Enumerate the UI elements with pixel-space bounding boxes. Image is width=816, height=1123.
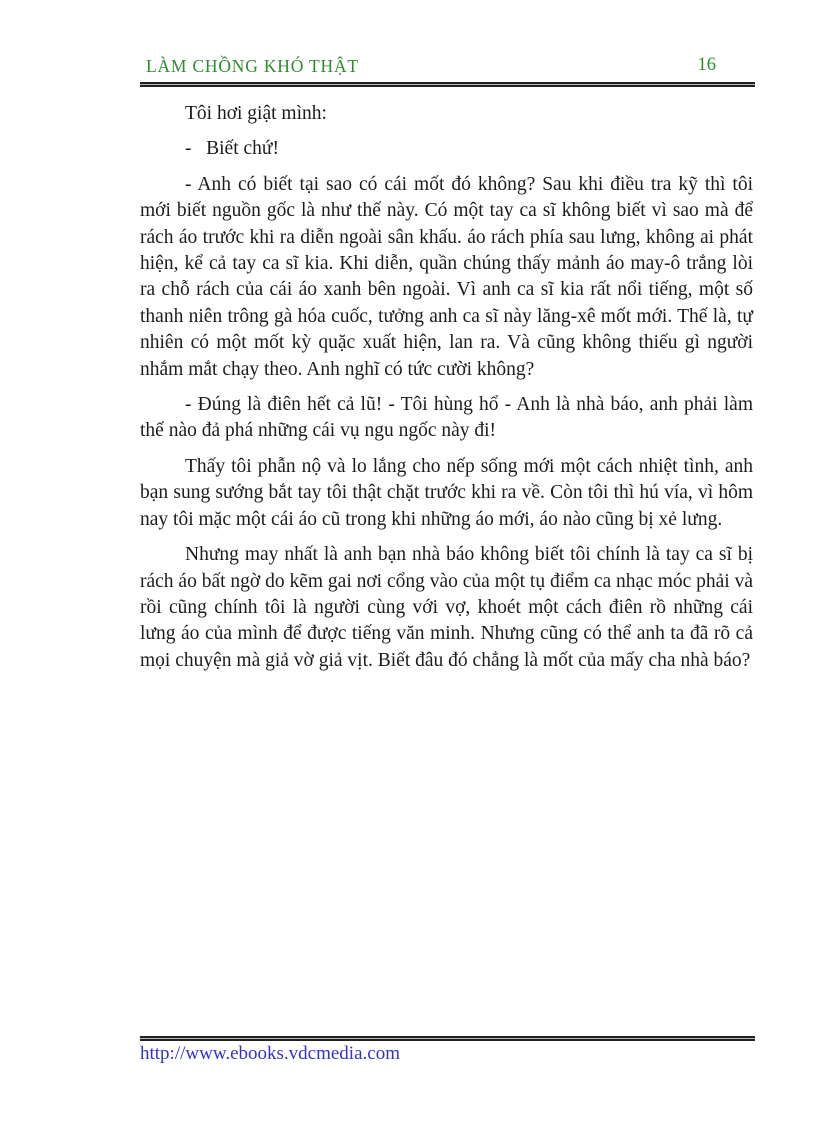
paragraph: Tôi hơi giật mình: <box>185 103 327 124</box>
header-rule <box>140 82 755 87</box>
body-text <box>140 101 753 683</box>
paragraph: Nhưng may nhất là anh bạn nhà báo không biết tôi chính là tay ca sĩ bị rách áo bất ngờ do kẽm gai nơi cổng vào của một tụ điểm ca nhạc móc phải và rồi cũng chính tôi là người cùng với vợ, khoét một cách điên rồ những cái lưng áo của mình để được tiếng văn minh. Nhưng cũng có thể anh ta đã rõ cả mọi chuyện mà giả vờ giả vịt. Biết đâu đó chẳng là mốt của mấy cha nhà báo? <box>140 544 754 671</box>
paragraph: - Anh có biết tại sao có cái mốt đó không? Sau khi điều tra kỹ thì tôi mới biết nguồn gốc là như thế này. Có một tay ca sĩ không biết vì sao mà để rách áo trước khi ra diễn ngoài sân khấu. áo rách phía sau lưng, không ai phát hiện, kể cả tay ca sĩ kia. Khi diễn, quần chúng thấy mảnh áo may-ô trắng lòi ra chỗ rách của cái áo xanh bên ngoài. Vì anh ca sĩ kia rất nổi tiếng, một số thanh niên trông gà hóa cuốc, tưởng anh ca sĩ này lăng-xê mốt mới. Thế là, tự nhiên có một mốt kỳ quặc xuất hiện, lan ra. Và cũng không thiếu gì người nhắm mắt chạy theo. Anh nghĩ có tức cười không? <box>140 173 753 380</box>
footer-rule <box>140 1036 755 1041</box>
paragraph: Thấy tôi phẫn nộ và lo lắng cho nếp sống mới một cách nhiệt tình, anh bạn sung sướng bắt tay tôi thật chặt trước khi ra về. Còn tôi thì hú vía, vì hôm nay tôi mặc một cái áo cũ trong khi những áo mới, áo nào cũng bị xẻ lưng. <box>140 455 753 530</box>
paragraph: - Biết chứ! <box>185 138 279 160</box>
paragraph: - Đúng là điên hết cả lũ! - Tôi hùng hổ - Anh là nhà báo, anh phải làm thế nào đả phá những cái vụ ngu ngốc này đi! <box>140 394 753 442</box>
page-number: 16 <box>697 55 716 75</box>
footer-url-link[interactable]: http://www.ebooks.vdcmedia.com <box>140 1043 400 1064</box>
page-title: LÀM CHỒNG KHÓ THẬT <box>146 56 359 76</box>
